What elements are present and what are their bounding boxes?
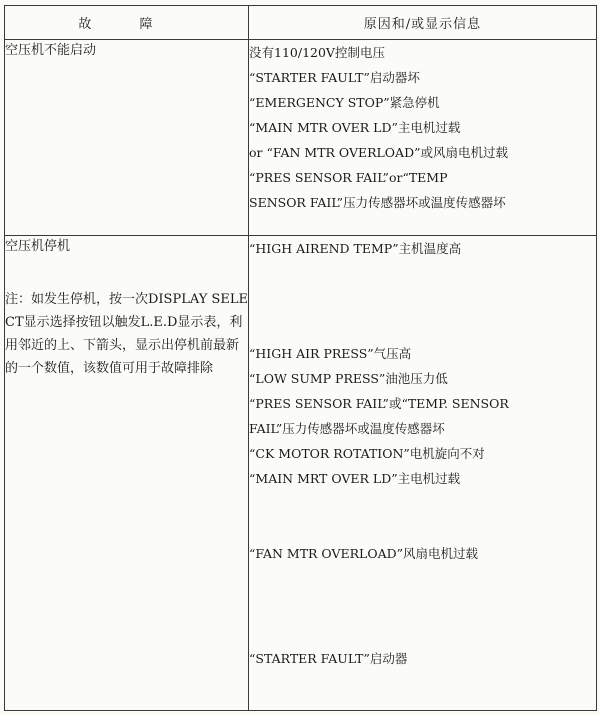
table-row — [5, 236, 597, 711]
cause-line: “MAIN MRT OVER LD”主电机过载 — [249, 471, 461, 486]
cause-line: SENSOR FAIL”压力传感器坏或温度传感器坏 — [249, 195, 506, 210]
cause-line: “MAIN MTR OVER LD”主电机过载 — [249, 120, 461, 135]
fault-text: 空压机不能启动 — [5, 43, 97, 58]
cause-line: “PRES SENSOR FAIL”or“TEMP — [249, 170, 448, 185]
cause-line: “PRES SENSOR FAIL”或“TEMP. SENSOR — [249, 396, 509, 411]
cause-line: or “FAN MTR OVERLOAD”或风扇电机过载 — [249, 145, 508, 160]
cause-cell — [249, 40, 597, 236]
fault-note: 注：如发生停机，按一次DISPLAY SELECT显示选择按钮以触发L.E.D显示表，利用邻近的上、下箭头，显示出停机前最新的一个数值，该数值可用于故障排除 — [5, 292, 248, 376]
fault-text: 空压机停机 — [5, 239, 71, 254]
cause-line: “CK MOTOR ROTATION”电机旋向不对 — [249, 446, 485, 461]
header-fault: 故 障 — [5, 6, 249, 40]
fault-cell — [5, 40, 249, 236]
cause-line: “HIGH AIREND TEMP”主机温度高 — [249, 241, 462, 256]
table-header-row — [5, 6, 597, 40]
cause-line: 没有110/120V控制电压 — [249, 45, 385, 60]
header-cause: 原因和/或显示信息 — [249, 6, 597, 40]
cause-line: FAIL”压力传感器坏或温度传感器坏 — [249, 421, 445, 436]
cause-line: “FAN MTR OVERLOAD”风扇电机过载 — [249, 546, 479, 561]
cause-line: “HIGH AIR PRESS”气压高 — [249, 346, 412, 361]
cause-line: “STARTER FAULT”启动器坏 — [249, 70, 420, 85]
cause-line: “STARTER FAULT”启动器 — [249, 651, 408, 666]
fault-table — [4, 5, 597, 711]
cause-cell — [249, 236, 597, 711]
cause-line: “EMERGENCY STOP”紧急停机 — [249, 95, 440, 110]
cause-line: “LOW SUMP PRESS”油池压力低 — [249, 371, 448, 386]
table-row — [5, 40, 597, 236]
fault-cell — [5, 236, 249, 711]
